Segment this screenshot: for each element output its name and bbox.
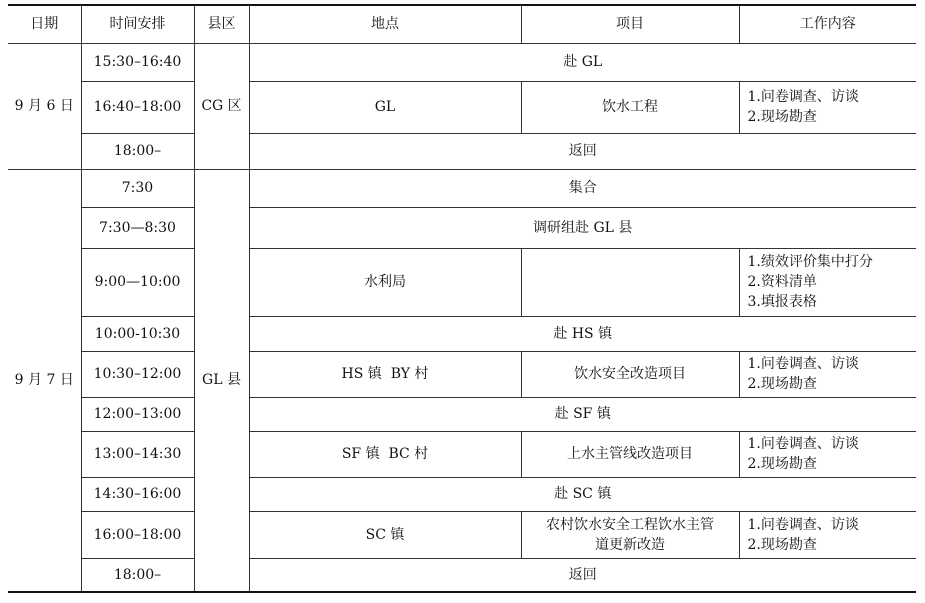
project-cell <box>521 511 739 558</box>
project-cell: 上水主管线改造项目 <box>521 431 739 477</box>
work-line: 2.现场勘查 <box>747 536 817 553</box>
schedule-table <box>8 4 916 593</box>
transit-cell: 调研组赴 GL 县 <box>249 207 916 248</box>
table-row <box>8 43 916 81</box>
table-row <box>8 431 916 477</box>
header-date: 日期 <box>8 5 81 43</box>
transit-cell: 赴 SC 镇 <box>249 477 916 511</box>
time-cell: 16:40–18:00 <box>81 81 194 133</box>
work-cell <box>739 248 916 316</box>
header-work: 工作内容 <box>739 5 916 43</box>
table-row <box>8 558 916 592</box>
time-cell: 14:30–16:00 <box>81 477 194 511</box>
time-cell: 7:30 <box>81 169 194 207</box>
work-line: 2.现场勘查 <box>747 376 817 392</box>
work-cell <box>739 431 916 477</box>
time-cell: 16:00–18:00 <box>81 511 194 558</box>
project-cell: 饮水工程 <box>521 81 739 133</box>
date-cell: 9 月 7 日 <box>8 169 81 592</box>
location-cell: GL <box>249 81 521 133</box>
work-cell <box>739 511 916 558</box>
work-line: 1.问卷调查、访谈 <box>747 436 859 452</box>
table-row <box>8 511 916 558</box>
time-cell: 15:30–16:40 <box>81 43 194 81</box>
table-row <box>8 351 916 397</box>
work-line: 2.现场勘查 <box>747 109 817 125</box>
work-line: 1.问卷调查、访谈 <box>747 89 859 105</box>
work-cell <box>739 351 916 397</box>
county-cell: GL 县 <box>194 169 249 592</box>
time-cell: 10:00-10:30 <box>81 316 194 351</box>
date-cell: 9 月 6 日 <box>8 43 81 169</box>
transit-cell: 返回 <box>249 133 916 169</box>
location-cell: HS 镇 BY 村 <box>249 351 521 397</box>
location-cell: SC 镇 <box>249 511 521 558</box>
work-line: 1.绩效评价集中打分 <box>747 254 873 270</box>
transit-cell: 赴 GL <box>249 43 916 81</box>
time-cell: 7:30—8:30 <box>81 207 194 248</box>
work-line: 1.问卷调查、访谈 <box>747 356 859 372</box>
location-cell: SF 镇 BC 村 <box>249 431 521 477</box>
table-row <box>8 81 916 133</box>
work-line: 2.资料清单 <box>747 274 817 290</box>
table-row <box>8 133 916 169</box>
table-row <box>8 169 916 207</box>
transit-cell: 返回 <box>249 558 916 592</box>
transit-cell: 赴 HS 镇 <box>249 316 916 351</box>
time-cell: 18:00– <box>81 558 194 592</box>
work-line: 2.现场勘查 <box>747 456 817 472</box>
header-county: 县区 <box>194 5 249 43</box>
time-cell: 13:00–14:30 <box>81 431 194 477</box>
transit-cell: 赴 SF 镇 <box>249 397 916 431</box>
work-cell <box>739 81 916 133</box>
table-row <box>8 477 916 511</box>
table-row <box>8 397 916 431</box>
time-cell: 9:00—10:00 <box>81 248 194 316</box>
header-row <box>8 5 916 43</box>
project-line: 农村饮水安全工程饮水主管 <box>546 516 714 533</box>
table-row <box>8 207 916 248</box>
project-cell <box>521 248 739 316</box>
project-line: 道更新改造 <box>595 536 665 553</box>
table-row <box>8 316 916 351</box>
header-time: 时间安排 <box>81 5 194 43</box>
time-cell: 18:00– <box>81 133 194 169</box>
table-row <box>8 248 916 316</box>
project-cell: 饮水安全改造项目 <box>521 351 739 397</box>
header-location: 地点 <box>249 5 521 43</box>
time-cell: 10:30–12:00 <box>81 351 194 397</box>
work-line: 3.填报表格 <box>747 294 817 310</box>
location-cell: 水利局 <box>249 248 521 316</box>
work-line: 1.问卷调查、访谈 <box>747 516 859 533</box>
time-cell: 12:00–13:00 <box>81 397 194 431</box>
header-project: 项目 <box>521 5 739 43</box>
transit-cell: 集合 <box>249 169 916 207</box>
county-cell: CG 区 <box>194 43 249 169</box>
